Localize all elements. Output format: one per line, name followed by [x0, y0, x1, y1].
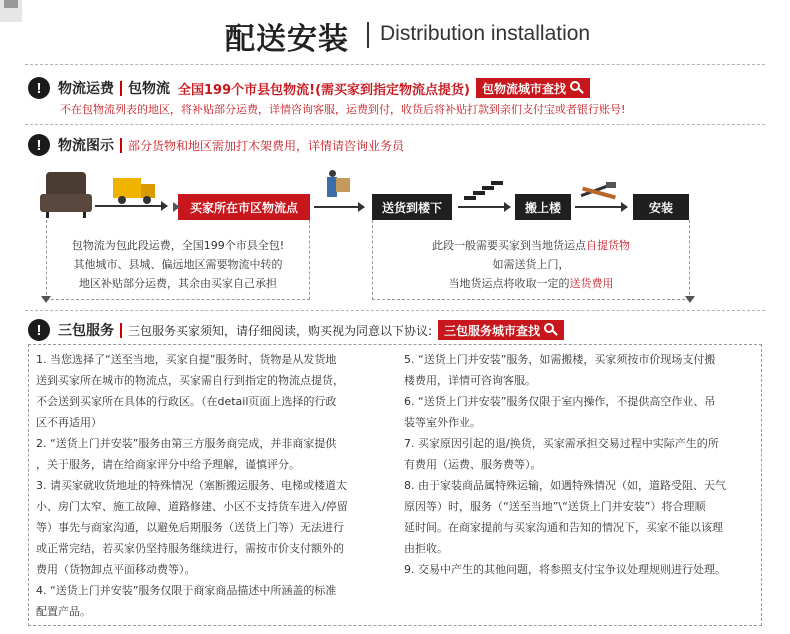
step-deliver-downstairs: 送货到楼下 — [372, 194, 452, 220]
alert-icon: ! — [28, 319, 50, 341]
list-item: 小、房门太窄、施工故障、道路修建、小区不支持货车进入/停留 — [36, 500, 348, 513]
logistics-header — [28, 76, 590, 100]
list-item: 3. 请买家就收货地址的特殊情况（塞断搬运服务、电梯或楼道太 — [36, 479, 347, 492]
arrow-icon — [458, 206, 510, 208]
arrow-icon — [41, 296, 51, 303]
list-item: 延时间。在商家提前与买家沟通和告知的情况下，买家不能以该理 — [404, 521, 723, 534]
list-item: 装等室外作业。 — [404, 416, 481, 429]
right-info-text — [380, 236, 682, 293]
list-item: 有费用（运费、服务费等）。 — [404, 458, 542, 471]
logistics-highlight: 全国199个市县包物流!(需买家到指定物流点提货) — [178, 82, 470, 98]
left-info-line: 地区补贴部分运费，其余由买家自己承担 — [79, 277, 277, 290]
search-icon — [570, 81, 584, 95]
list-item: 2. “送货上门并安装”服务由第三方服务商完成，并非商家提供 — [36, 437, 337, 450]
list-item: 等）事先与商家沟通，以避免后期服务（送货上门等）无法进行 — [36, 521, 344, 534]
arrow-icon — [314, 206, 364, 208]
list-item: ，关于服务，请在给商家评分中给予理解，谨慎评分。 — [36, 458, 300, 471]
logistics-notice: 不在包物流列表的地区，将补贴部分运费，详情咨询客服，运费到付，收货后将补贴打款到亲们支付宝或者银行账号! — [60, 103, 626, 116]
alert-icon: ! — [28, 77, 50, 99]
mover-icon — [326, 170, 352, 200]
guarantee-city-search-label: 三包服务城市查找 — [444, 323, 541, 338]
right-info-part: 此段一般需要买家到当地货运点 — [432, 239, 586, 252]
list-item: 不会送到买家所在具体的行政区。（在detail页面上选择的行政 — [36, 395, 337, 408]
left-info-line: 包物流为包此段运费，全国199个市县全包! — [71, 239, 285, 252]
search-icon — [544, 323, 558, 337]
diagram-note: 部分货物和地区需加打木架费用，详情请咨询业务员 — [128, 138, 405, 153]
guarantee-right-list — [404, 350, 756, 581]
list-item: 原因等）时，服务（“送至当地”\“送货上门并安装”）将合理顺 — [404, 500, 706, 513]
header-separator — [367, 22, 369, 48]
alert-icon: ! — [28, 134, 50, 156]
list-item: 区不再适用） — [36, 416, 102, 429]
logistics-subtitle: 包物流 — [128, 81, 170, 97]
step-install: 安装 — [633, 194, 689, 220]
list-item: 或正常完结，若买家仍坚持服务继续进行，需按市价支付额外的 — [36, 542, 344, 555]
arrow-icon — [173, 202, 180, 212]
arrow-icon — [685, 296, 695, 303]
header-title-en: Distribution installation — [380, 22, 591, 45]
title-bar — [120, 81, 122, 96]
list-item: 5. “送货上门并安装”服务，如需搬楼，买家须按市价现场支付搬 — [404, 353, 716, 366]
diagram-header — [28, 133, 404, 157]
arrow-icon — [575, 206, 627, 208]
arrow-icon — [95, 205, 167, 207]
list-item: 楼费用，详情可咨询客服。 — [404, 374, 536, 387]
right-info-highlight: 自提货物 — [586, 239, 630, 252]
page-header — [0, 0, 790, 62]
guarantee-note: 三包服务买家须知，请仔细阅读，购买视为同意以下协议: — [128, 323, 433, 338]
diagram-divider — [25, 310, 765, 311]
logistics-city-search-label: 包物流城市查找 — [481, 81, 566, 96]
top-divider — [25, 64, 765, 65]
corner-decoration — [0, 0, 22, 22]
left-info-line: 其他城市、县城、偏远地区需要物流中转的 — [73, 258, 283, 271]
logistics-city-search-button[interactable] — [476, 78, 590, 98]
tools-icon — [578, 178, 622, 202]
truck-icon — [113, 178, 155, 204]
right-info-line — [380, 274, 682, 293]
right-info-highlight: 送货费用 — [569, 277, 614, 290]
list-item: 1. 当您选择了“送至当地，买家自提”服务时，货物是从发货地 — [36, 353, 337, 366]
left-info-text — [58, 236, 298, 293]
logistics-divider — [25, 124, 765, 125]
list-item: 费用（货物卸点平面移动费等）。 — [36, 563, 196, 576]
list-item: 6. “送货上门并安装”服务仅限于室内操作，不提供高空作业、吊 — [404, 395, 716, 408]
step-local-depot: 买家所在市区物流点 — [178, 194, 310, 220]
title-bar — [120, 138, 122, 153]
header-title-cn: 配送安装 — [225, 22, 349, 57]
guarantee-city-search-button[interactable] — [438, 320, 564, 340]
guarantee-title: 三包服务 — [58, 323, 114, 339]
stairs-icon — [464, 180, 504, 200]
list-item: 8. 由于家装商品属特殊运输，如遇特殊情况（如，道路受阻、天气 — [404, 479, 726, 492]
list-item: 9. 交易中产生的其他问题，将参照支付宝争议处理规则进行处理。 — [404, 563, 726, 576]
title-bar — [120, 323, 122, 338]
sofa-icon — [40, 172, 92, 218]
diagram-title: 物流图示 — [58, 138, 114, 154]
list-item: 由拒收。 — [404, 542, 448, 555]
guarantee-left-list — [36, 350, 386, 623]
list-item: 配置产品。 — [36, 605, 91, 618]
step-carry-upstairs: 搬上楼 — [515, 194, 571, 220]
list-item: 7. 买家原因引起的退/换货，买家需承担交易过程中实际产生的所 — [404, 437, 719, 450]
right-info-part: 当地货运点将收取一定的 — [448, 277, 570, 290]
guarantee-header — [28, 318, 564, 342]
list-item: 送到买家所在城市的物流点，买家需自行到指定的物流点提货， — [36, 374, 344, 387]
logistics-title: 物流运费 — [58, 81, 114, 97]
right-info-line: 如需送货上门， — [492, 258, 570, 271]
list-item: 4. “送货上门并安装”服务仅限于商家商品描述中所涵盖的标准 — [36, 584, 337, 597]
right-info-line — [380, 236, 682, 255]
